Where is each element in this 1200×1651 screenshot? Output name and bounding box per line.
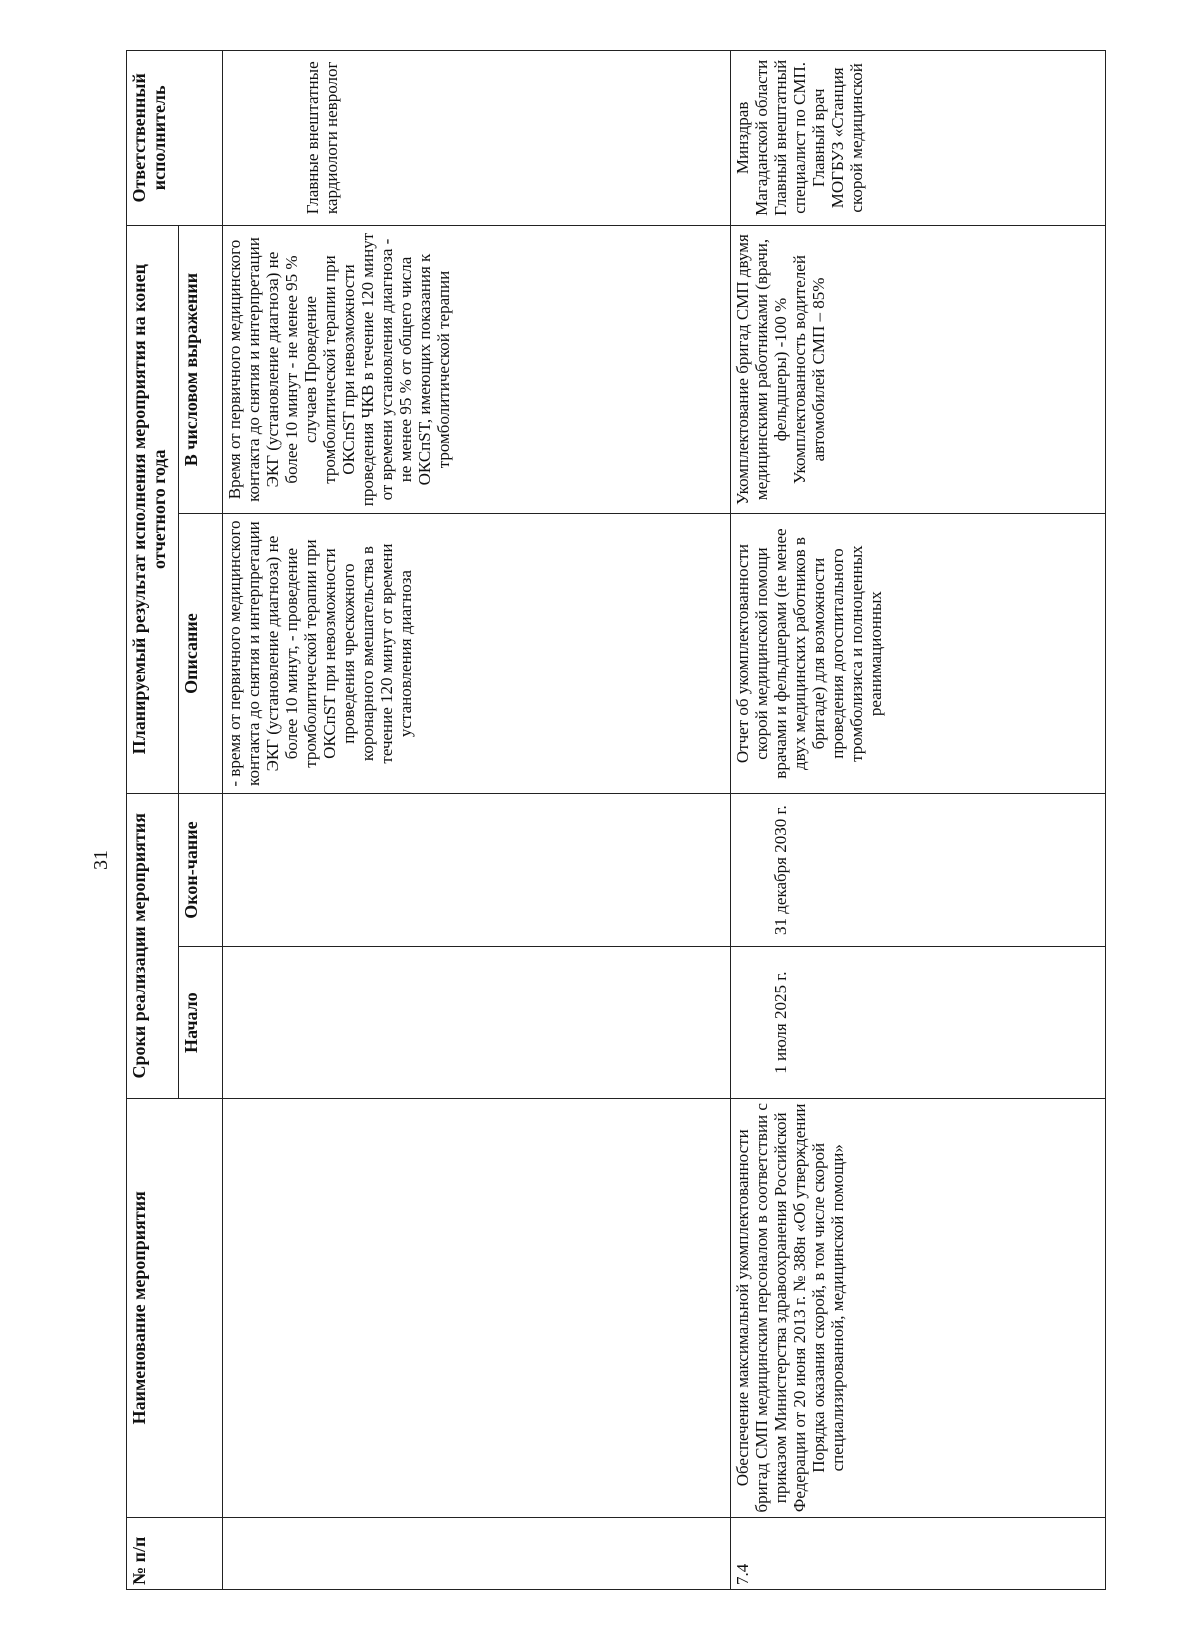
row-responsible: Минздрав Магаданской области Главный внештатный специалист по СМП. Главный врач МОГБУЗ «Станция скорой медицинской — [731, 51, 1106, 226]
table-row — [223, 51, 731, 1590]
row-end: 31 декабря 2030 г. — [731, 793, 1106, 947]
header-end: Окон-чание — [179, 793, 223, 947]
header-result: Планируемый результат исполнения мероприятия на конец отчетного года — [127, 225, 179, 793]
row-num — [223, 1517, 731, 1589]
header-deadlines: Сроки реализации мероприятия — [127, 793, 179, 1098]
table-row — [731, 51, 1106, 1590]
header-responsible: Ответственный исполнитель — [127, 51, 223, 226]
row-end — [223, 793, 731, 947]
row-description: - время от первичного медицинского контакта до снятия и интерпретации ЭКГ (установление диагноза) не более 10 минут, - проведение тромболитической терапии при ОКСпST при невозможности проведения чрескожного коронарного вмешательства в течение 120 минут от времени установления диагноза — [223, 514, 731, 793]
page-number: 31 — [90, 850, 112, 870]
measures-table — [126, 50, 1106, 1590]
header-numeric: В числовом выражении — [179, 225, 223, 514]
row-description: Отчет об укомплектованности скорой медицинской помощи врачами и фельдшерами (не менее двух медицинских работников в бригаде) для возможности проведения догоспитального тромболизиса и полноценных реанимационных — [731, 514, 1106, 793]
row-numeric: Укомплектование бригад СМП двумя медицинскими работниками (врачи, фельдшеры) -100 % Укомплектованность водителей автомобилей СМП – 85% — [731, 225, 1106, 514]
measures-table-frame — [126, 50, 1106, 1590]
row-num: 7.4 — [731, 1517, 1106, 1589]
header-name: Наименование мероприятия — [127, 1098, 223, 1517]
row-start — [223, 947, 731, 1098]
header-start: Начало — [179, 947, 223, 1098]
row-responsible: Главные внештатные кардиологи невролог — [223, 51, 731, 226]
header-description: Описание — [179, 514, 223, 793]
row-name: Обеспечение максимальной укомплектованности бригад СМП медицинским персоналом в соответствии с приказом Министерства здравоохранения Российской Федерации от 20 июня 2013 г. № 388н «Об утверждении Порядка оказания скорой, в том числе скорой специализированной, медицинской помощи» — [731, 1098, 1106, 1517]
header-num: № п/п — [127, 1517, 223, 1589]
row-name — [223, 1098, 731, 1517]
row-start: 1 июля 2025 г. — [731, 947, 1106, 1098]
row-numeric: Время от первичного медицинского контакта до снятия и интерпретации ЭКГ (установление диагноза) не более 10 минут - не менее 95 % случаев Проведение тромболитической терапии при ОКСпST при невозможности проведения ЧКВ в течение 120 минут от времени установления диагноза - не менее 95 % от общего числа ОКСпST, имеющих показания к тромболитической терапии — [223, 225, 731, 514]
